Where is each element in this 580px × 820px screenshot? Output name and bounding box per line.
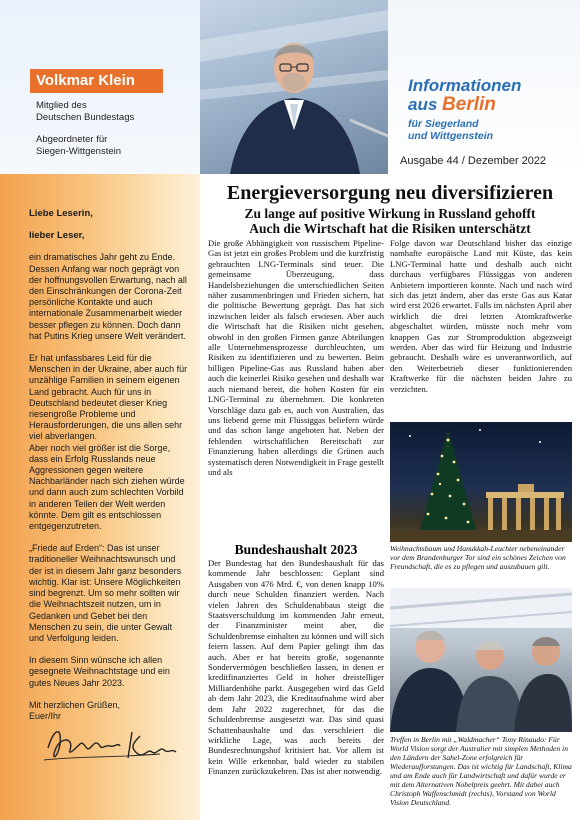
photo-caption-1: Weihnachtsbaum und Hanukkah-Leuchter nebeneinander vor dem Brandenburger Tor sind ein schönes Zeichen von Freundschaft, die es zu pflegen und auszubauen gilt. <box>390 544 566 571</box>
member-caption <box>36 100 196 124</box>
page-header <box>0 0 580 174</box>
letter-closing-1: Mit herzlichen Grüßen, <box>29 699 121 710</box>
brandenburg-gate-photo <box>390 422 572 542</box>
portrait-photo <box>200 0 388 174</box>
portrait-illustration <box>200 0 388 174</box>
article-column-1: Die große Abhängigkeit von russischem Pipeline-Gas ist jetzt ein großes Problem und die kurzfristig gebrauchten LNG-Terminals sind teuer. Die gemeinsame Überzeugung, dass Handelsbeziehungen die unterschiedlichen Seiten näher zusammenbringen und Frieden sichern, hat die politische Bewertung geprägt. Das hat sich inzwischen leider als falsch erwiesen. Aber auch die Wirtschaft hat die Risiken nicht gesehen, obwohl in den großen Firmen ganze Abteilungen alle Unternehmensprozesse durchleuchten, um Risiken zu identifizieren und zu bewerten. Beim billigen Pipeline-Gas aus Russland haben aber auch die keinerlei Risiko gesehen und deshalb war auch niemand bereit, die hohen Kosten für ein LNG-Terminal zu übernehmen. Die konkreten Vorschläge dazu gab es, auch von Australien, das uns liebend gerne mit Flüssiggas beliefern würde und das schon lange angeboten hat. Neben der fehlenden wirtschaftlichen Bereitschaft zur Finanzierung haben allerdings die Grünen auch systematisch deren Notwendigkeit in Frage gestellt und als <box>208 238 384 477</box>
letter-paragraph-3: Aber noch viel größer ist die Sorge, dass ein Erfolg Russlands neue Aggressionen gegen weitere Nachbarländer nach sich ziehen würde und dann auch zum schlechten Vorbild in anderen Teilen der Welt werden könnte. Dem gilt es entschlossen entgegenzutreten. <box>29 442 185 532</box>
article-subtitle-2: Auch die Wirtschaft hat die Risiken unterschätzt <box>249 221 531 236</box>
handwritten-signature <box>40 718 190 768</box>
newsletter-title-line1: Informationen <box>408 76 522 95</box>
christmas-tree-illustration <box>390 422 572 542</box>
newsletter-title-aus: aus <box>408 95 438 114</box>
newsletter-title-line2 <box>408 94 496 116</box>
region-line-2: und Wittgenstein <box>408 130 494 142</box>
letter-closing-2: Euer/Ihr <box>29 710 62 721</box>
article-title: Energieversorgung neu diversifizieren <box>226 182 554 204</box>
issue-number: Ausgabe 44 / Dezember 2022 <box>400 155 547 167</box>
letter-text <box>29 208 189 722</box>
member-line-2: Deutschen Bundestags <box>36 112 135 123</box>
member-line-1: Mitglied des <box>36 100 87 111</box>
budget-heading: Bundeshaushalt 2023 <box>234 542 358 557</box>
letter-paragraph-4: „Friede auf Erden“: Das ist unser traditioneller Weihnachtswunsch und der ist in diesem Jahr ganz besonders wichtig. Klar ist: Unsere Möglichkeiten sind begrenzt. Um so mehr sollten wir die Weihnachtszeit nutzen, um in Gedanken und Gebet bei den Menschen zu sein, die unter Gewalt und Verfolgung leiden. <box>29 543 182 643</box>
constituency-caption <box>36 134 196 158</box>
newsletter-region <box>408 118 493 142</box>
photo-caption-2: Treffen in Berlin mit „Waldmacher“ Tony Rinaudo: Für World Vision sorgt der Australier mit simplen Methoden in den Ländern der Sahel-Zone erfolgreich für Wiederaufforstungen. Das ist wichtig für Landschaft, Klima und am Ende auch für Landwirtschaft und dafür wurde er mit dem Alternativen Nobelpreis geehrt. Mit dabei auch Christoph Waffenschmidt (rechts), Vorstand von World Vision Deutschland. <box>390 735 572 807</box>
letter-greeting-2: lieber Leser, <box>29 230 85 242</box>
budget-text: Der Bundestag hat den Bundeshaushalt für das kommende Jahr beschlossen: Geplant sind Ausgaben von 476 Mrd. €, von denen knapp 10% durch neue Schulden finanziert werden. Nach vielen Jahren des Schuldenabbaus steigt die Staatsverschuldung im kommenden Jahr erneut, der Finanzminister meint aber, die Schuldenbremse einhalten zu können und will sich feiern lassen. Auf dem Papier gelingt ihm das auch. Aber er hat bereits große, sogenannte Sondervermögen beschließen lassen, in denen er kreditfinanziertes Geld in hoher dreistelliger Milliardenhöhe parkt. Ausgegeben wird das Geld ab dem Jahr 2023, die Kreditaufnahme wird aber dem Jahr 2022 zugerechnet, für das die Schuldenbremse ausgesetzt war. Das sind quasi Schattenhaushalte und das verschleiert die wirkliche Lage, was auch bereits der Bundesrechnungshof kritisiert hat. Vor allem ist kein Wille erkennbar, bald wieder zu stabilen Finanzen zurückzukehren. Das ist aber notwendig. <box>208 558 384 777</box>
letter-paragraph-2: Er hat unfassbares Leid für die Menschen in der Ukraine, aber auch für unzählige Familien in seinem eigenen Land gebracht. Auch für uns in Deutschland bedeutet dieser Krieg riesengroße Probleme und Herausforderungen, die uns allen sehr viel abverlangen. <box>29 353 188 442</box>
region-line-1: für Siegerland <box>408 118 479 130</box>
letter-paragraph-1: ein dramatisches Jahr geht zu Ende. Dessen Anfang war noch geprägt von der hoffnungsvollen Erwartung, nach all den Einschränkungen der Corona-Zeit persönliche Kontakte und auch internationale Zusammenarbeit wieder besser pflegen zu können. Doch dann hat Putins Krieg unsere Welt verändert. <box>29 252 187 341</box>
three-men-illustration <box>390 588 572 732</box>
meeting-photo <box>390 588 572 732</box>
author-name-badge: Volkmar Klein <box>30 69 163 93</box>
constituency-line-1: Abgeordneter für <box>36 134 108 145</box>
letter-greeting-1: Liebe Leserin, <box>29 208 93 219</box>
article-column-2: Folge davon war Deutschland bisher das einzige namhafte europäische Land mit Küste, das kein LNG-Terminal hatte und deshalb auch nicht durchaus verfügbares Flüssiggas von anderen Anbietern importieren konnte. Nach und nach wird sich das jetzt ändern, aber das erste Gas aus Katar wird erst 2026 erwartet. Falls im nächsten April aber wirklich die drei letzten Atomkraftwerke abgeschaltet würden, müsste noch mehr vom knappen Gas zur Stromproduktion abgezweigt werden. Aber das wird für Heizung und Industrie gebraucht. Deshalb wäre es unverantwortlich, auf den Weiterbetrieb dieser funktionierenden Kraftwerke für die nächsten beiden Jahre zu verzichten. <box>390 238 572 394</box>
constituency-line-2: Siegen-Wittgenstein <box>36 146 122 157</box>
letter-paragraph-5: In diesem Sinn wünsche ich allen gesegnete Weihnachtstage und ein gutes Neues Jahr 2023. <box>29 655 170 688</box>
article-subtitle-1: Zu lange auf positive Wirkung in Russland gehofft <box>244 206 536 221</box>
newsletter-title-berlin: Berlin <box>442 94 496 115</box>
